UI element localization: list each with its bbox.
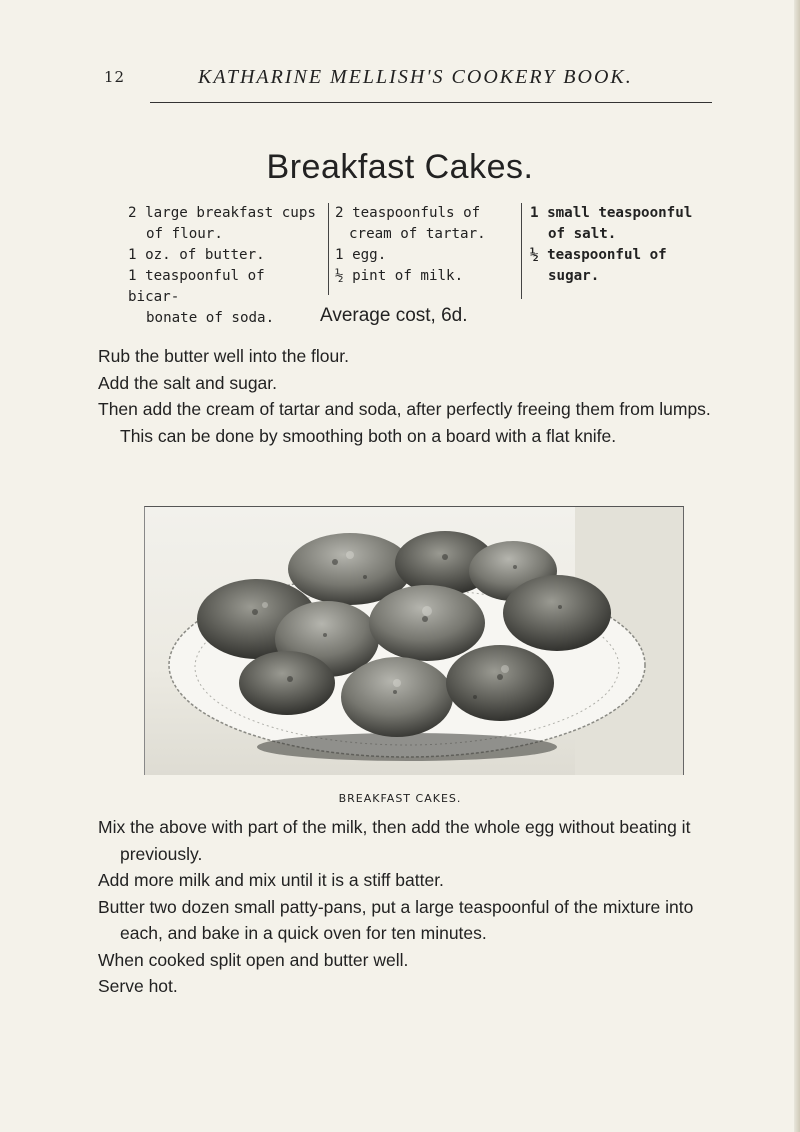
ingredient-line: 1 oz. of butter. bbox=[128, 247, 265, 263]
instruction-step: Rub the butter well into the flour. bbox=[98, 346, 349, 366]
instruction-step: Butter two dozen small patty-pans, put a large teaspoonful of the mixture into each, and bake in a quick oven for ten minutes. bbox=[98, 896, 694, 943]
ingredients-column-2 bbox=[328, 203, 517, 295]
instruction-step: Add the salt and sugar. bbox=[98, 372, 278, 393]
instruction-step: Serve hot. bbox=[98, 976, 178, 996]
ingredient-line: of salt. bbox=[548, 226, 617, 242]
instruction-step: Then add the cream of tartar and soda, after perfectly freeing them from lumps. This can be done by smoothing both on a board with a flat knife. bbox=[98, 399, 711, 446]
cakes-on-doily-illustration bbox=[145, 507, 683, 775]
book-title: KATHARINE MELLISH'S COOKERY BOOK. bbox=[198, 66, 633, 88]
recipe-title: Breakfast Cakes. bbox=[266, 148, 534, 186]
image-caption: BREAKFAST CAKES. bbox=[338, 792, 462, 805]
ingredient-line: of flour. bbox=[146, 226, 223, 242]
ingredients-column-1 bbox=[128, 203, 316, 329]
ingredient-line: bonate of soda. bbox=[146, 310, 275, 326]
ingredient-line: 2 teaspoonfuls of bbox=[335, 205, 481, 221]
average-cost: Average cost, 6d. bbox=[320, 305, 468, 326]
instruction-step: When cooked split open and butter well. bbox=[98, 949, 409, 970]
ingredient-line: 2 large breakfast cups bbox=[128, 205, 316, 221]
breakfast-cakes-photo bbox=[144, 506, 684, 775]
ingredient-line: cream of tartar. bbox=[349, 226, 486, 242]
ingredient-line: ½ teaspoonful of bbox=[530, 247, 667, 263]
ingredients-column-3 bbox=[521, 203, 740, 299]
instructions-after-image bbox=[98, 814, 738, 1000]
running-head bbox=[104, 62, 714, 92]
ingredient-line: 1 small teaspoonful bbox=[530, 205, 693, 221]
ingredient-line: 1 teaspoonful of bicar- bbox=[128, 268, 265, 305]
header-rule bbox=[150, 102, 712, 103]
instruction-step: Add more milk and mix until it is a stiff batter. bbox=[98, 870, 444, 890]
instruction-step: Mix the above with part of the milk, then add the whole egg without beating it previously. bbox=[98, 817, 691, 864]
page-number: 12 bbox=[104, 68, 126, 86]
instructions-before-image bbox=[98, 343, 738, 449]
ingredient-line: ½ pint of milk. bbox=[335, 268, 464, 284]
ingredient-line: sugar. bbox=[548, 268, 600, 284]
ingredient-line: 1 egg. bbox=[335, 247, 387, 263]
